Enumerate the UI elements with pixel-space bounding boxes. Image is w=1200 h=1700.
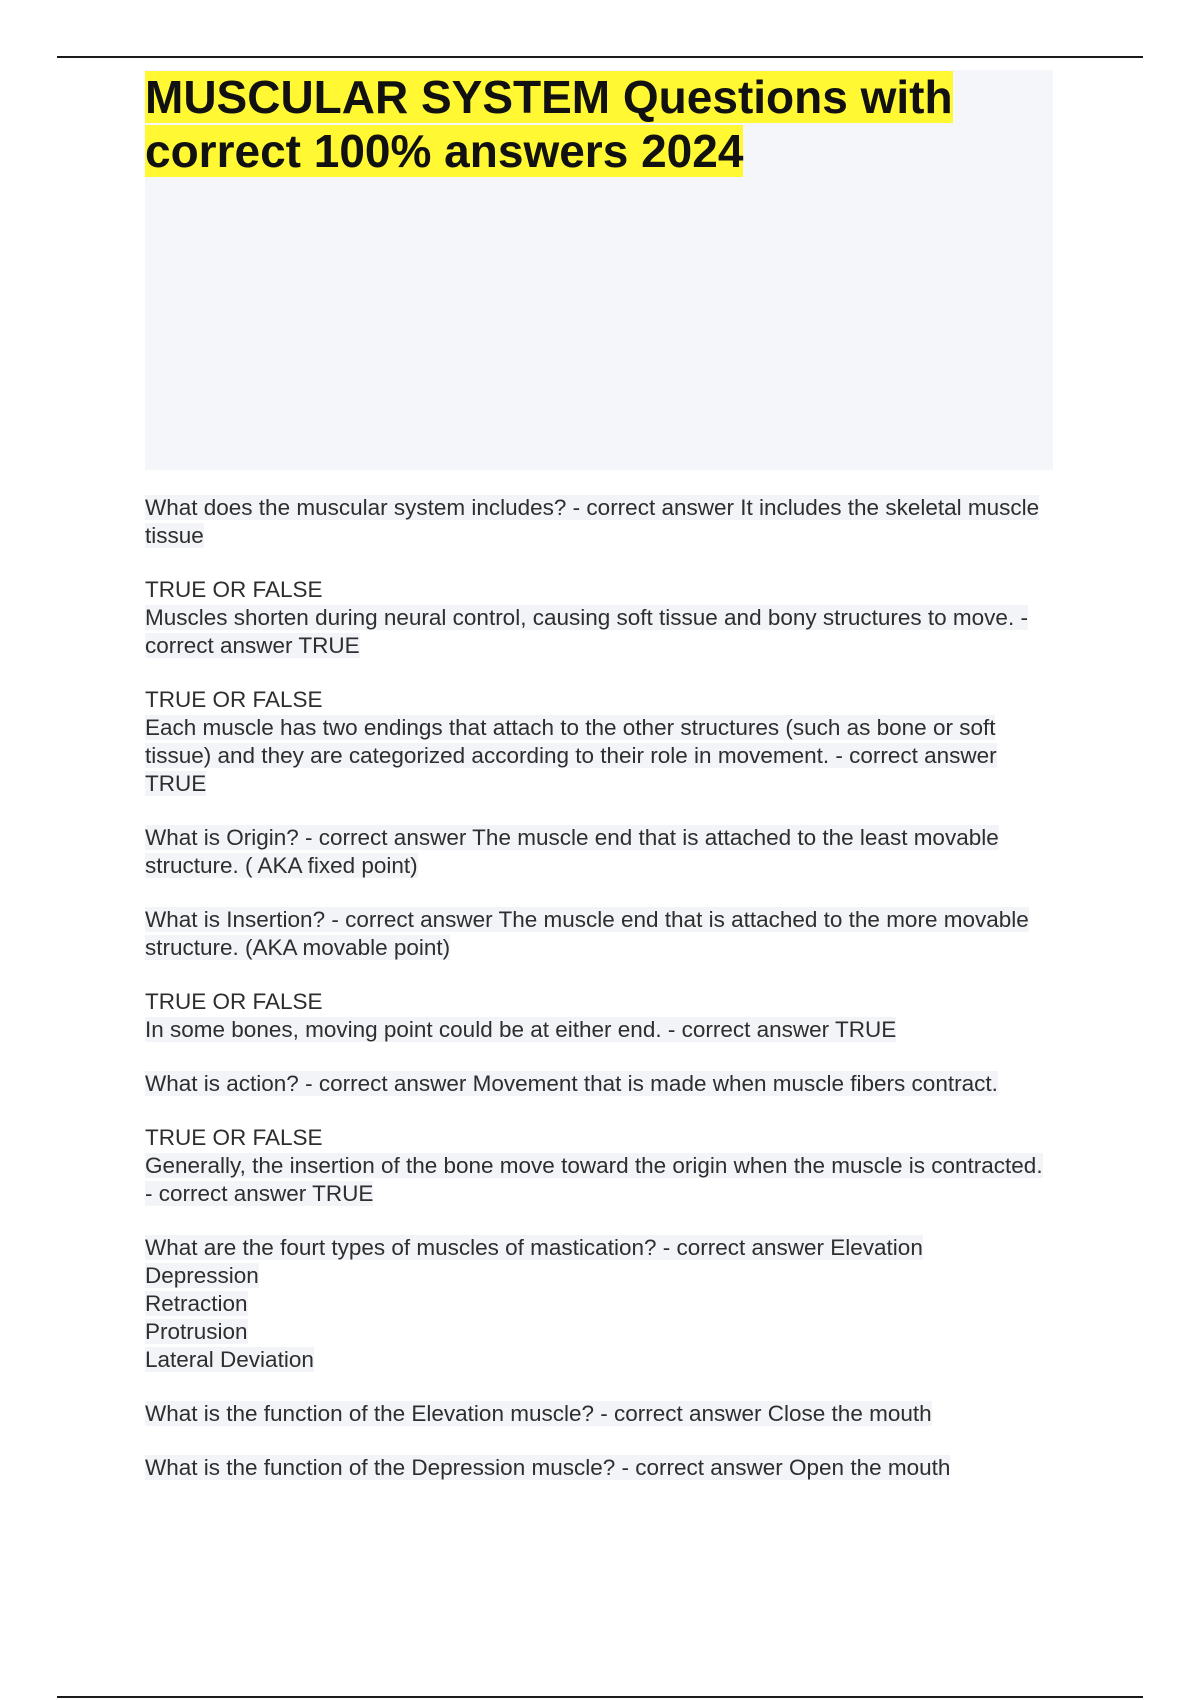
qa-text: What is the function of the Elevation muscle? - correct answer Close the mouth [145,1401,932,1426]
qa-text: What are the fourt types of muscles of mastication? - correct answer Elevation Depression Retraction Protrusion Lateral Deviation [145,1235,923,1372]
qa-item [145,576,1045,660]
document-title [145,70,1053,178]
bottom-rule [57,1696,1143,1698]
qa-item [145,686,1045,798]
qa-item [145,824,1045,880]
title-block [145,70,1053,470]
qa-text: Muscles shorten during neural control, causing soft tissue and bony structures to move. - correct answer TRUE [145,605,1028,658]
true-false-label: TRUE OR FALSE [145,989,323,1014]
qa-text: What is Origin? - correct answer The muscle end that is attached to the least movable structure. ( AKA fixed point) [145,825,999,878]
qa-text: Generally, the insertion of the bone move toward the origin when the muscle is contracted. - correct answer TRUE [145,1153,1043,1206]
qa-list [145,494,1045,1508]
title-highlight: MUSCULAR SYSTEM Questions with correct 100% answers 2024 [145,71,953,177]
true-false-label: TRUE OR FALSE [145,687,323,712]
qa-text: What is Insertion? - correct answer The muscle end that is attached to the more movable structure. (AKA movable point) [145,907,1029,960]
qa-text: In some bones, moving point could be at either end. - correct answer TRUE [145,1017,897,1042]
qa-text: Each muscle has two endings that attach to the other structures (such as bone or soft tissue) and they are categorized according to their role in movement. - correct answer TRUE [145,715,997,796]
qa-item [145,906,1045,962]
true-false-label: TRUE OR FALSE [145,577,323,602]
qa-item [145,1400,1045,1428]
qa-text: What does the muscular system includes? - correct answer It includes the skeletal muscle tissue [145,495,1040,548]
top-rule [57,56,1143,58]
qa-item [145,1124,1045,1208]
qa-text: What is the function of the Depression muscle? - correct answer Open the mouth [145,1455,951,1480]
qa-item [145,1070,1045,1098]
qa-item [145,1234,1045,1374]
qa-item [145,494,1045,550]
qa-item [145,988,1045,1044]
qa-text: What is action? - correct answer Movement that is made when muscle fibers contract. [145,1071,998,1096]
qa-item [145,1454,1045,1482]
true-false-label: TRUE OR FALSE [145,1125,323,1150]
